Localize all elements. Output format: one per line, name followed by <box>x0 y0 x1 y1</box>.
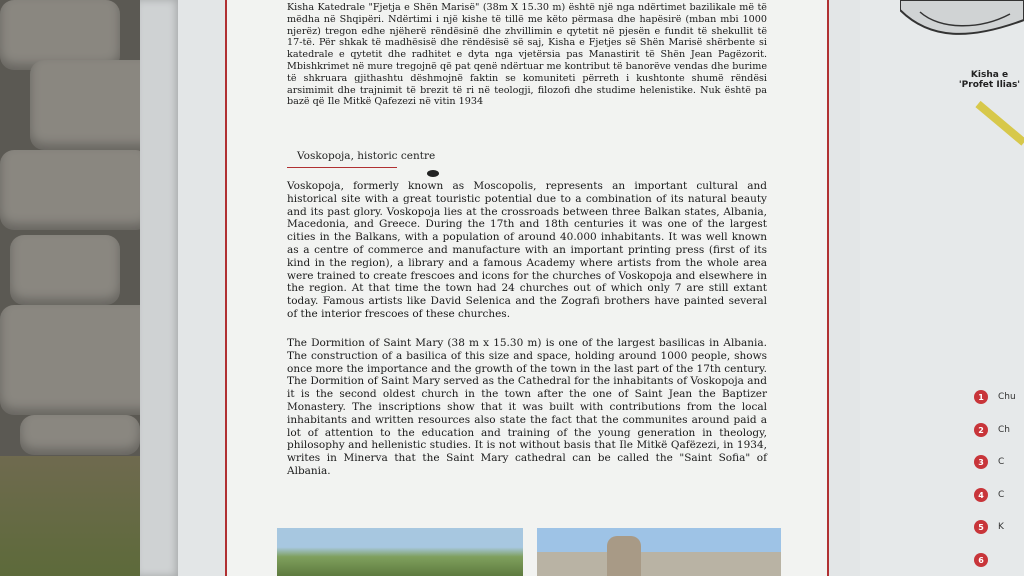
heading-underline <box>287 167 397 168</box>
landscape-photo <box>277 528 523 576</box>
board-edge <box>140 0 180 576</box>
legend-item <box>974 488 1004 502</box>
text-panel <box>225 0 829 576</box>
legend-item <box>974 455 1004 469</box>
legend-number: 2 <box>974 423 988 437</box>
map-panel <box>860 0 1024 576</box>
bell-tower <box>607 536 641 576</box>
map-road <box>975 101 1024 146</box>
legend-item <box>974 423 1010 437</box>
legend-item <box>974 553 998 567</box>
stone <box>0 305 160 415</box>
legend-number: 4 <box>974 488 988 502</box>
church-tower-photo <box>537 528 781 576</box>
legend-text: K <box>998 522 1004 532</box>
voskopoja-paragraph: Voskopoja, formerly known as Moscopolis, represents an important cultural and historical site with a great touristic potential due to a combination of its natural beauty and its past glory. Voskopoja lies at the crossroads between three Balkan states, Albania, Macedonia, and Greece. During the 17th and 18th centuries it was one of the largest cities in the Balkans, with a population of around 40.000 inhabitants. It was well known as a centre of commerce and manufacture with an important printing press (first of its kind in the region), a library and a famous Academy where artists from the whole area were trained to create frescoes and icons for the churches of Voskopoja and elsewhere in the region. At that time the town had 24 churches out of which only 7 are still extant today. Famous artists like David Selenica and the Zografi brothers have painted several of the interior frescoes of these churches. <box>287 180 767 320</box>
legend-number: 1 <box>974 390 988 404</box>
legend-text: Ch <box>998 425 1010 435</box>
fly-insect <box>427 170 439 177</box>
section-heading: Voskopoja, historic centre <box>297 150 436 162</box>
legend-text: Chu <box>998 392 1016 402</box>
legend-text: C <box>998 490 1005 500</box>
legend-item <box>974 390 1016 404</box>
legend-number: 5 <box>974 520 988 534</box>
ornament-icon <box>900 0 1024 44</box>
albanian-paragraph: Kisha Katedrale "Fjetja e Shën Marisë" (38m X 15.30 m) është një nga ndërtimet bazilikale më të mëdha në Shqipëri. Ndërtimi i një kishe të tillë me këto përmasa dhe hapësirë (mban mbi 1000 njerëz) tregon edhe njëherë rëndësinë dhe zhvillimin e qytetit në pjesën e fundit të shekullit të 17-të. Për shkak të madhësisë dhe rëndësisë së saj, Kisha e Fjetjes së Shën Marisë shërbente si katedrale e qytetit dhe radhitet e dyta nga vjetërsia pas Manastirit të Shën Jean Pagëzorit. Mbishkrimet në mure tregojnë që pat qenë ndërtuar me kontribut të banorëve vendas dhe burime të shkruara gjithashtu dëshmojnë faktin se komuniteti përreth i kushtonte shumë rëndësi arsimimit dhe trajnimit të brezit të ri në teologji, filozofi dhe studime helenistike. Nuk është pa bazë që Ile Mitkë Qafezezi në vitin 1934 <box>287 2 767 108</box>
stone <box>10 235 120 305</box>
legend-item <box>974 520 1004 534</box>
stone <box>0 150 150 230</box>
dormition-paragraph: The Dormition of Saint Mary (38 m x 15.30 m) is one of the largest basilicas in Albania. The construction of a basilica of this size and space, holding around 1000 people, shows once more the importance and the growth of the town in the last part of the 17th century. The Dormition of Saint Mary served as the Cathedral for the inhabitants of Voskopoja and it is the second oldest church in the town after the one of Saint Jean the Baptizer Monastery. The inscriptions show that it was built with contributions from the local inhabitants and written resources also state the fact that the communites around paid a lot of attention to the education and training of the young generation in theology, philosophy and hellenistic studies. It is not without basis that Ile Mitkë Qafëzezi, in 1934, writes in Minerva that the Saint Mary cathedral can be called the "Saint Sofia" of Albania. <box>287 337 767 477</box>
map-church-label: Kisha e 'Profet Ilias' <box>958 70 1021 90</box>
stone <box>20 415 140 455</box>
legend-text: C <box>998 457 1005 467</box>
legend-number: 6 <box>974 553 988 567</box>
legend-number: 3 <box>974 455 988 469</box>
